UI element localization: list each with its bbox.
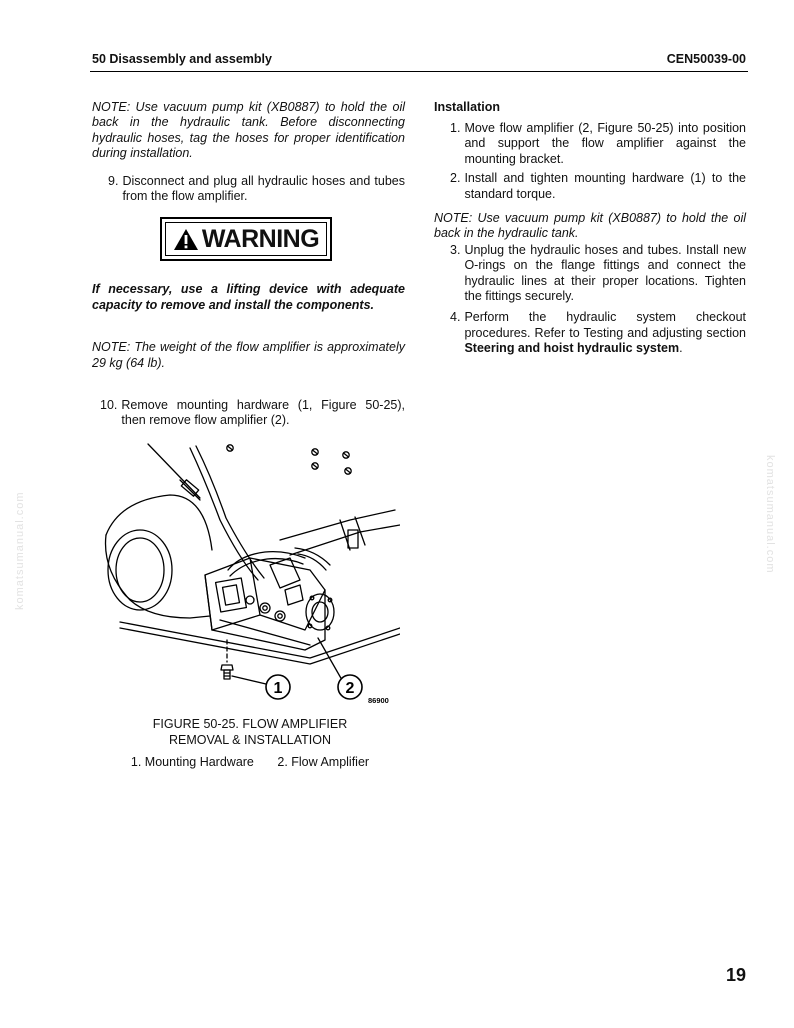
right-column	[434, 100, 746, 357]
note-vacuum-pump: NOTE: Use vacuum pump kit (XB0887) to hold the oil back in the hydraulic tank. Before disconnecting hydraulic hoses, tag the hoses for proper identification during installation.	[92, 100, 405, 161]
step-text-plain: Perform the hydraulic system checkout procedures. Refer to Testing and adjusting section	[464, 310, 746, 340]
left-column	[92, 100, 405, 429]
svg-text:1: 1	[273, 680, 283, 697]
watermark-left: komatsumanual.com	[14, 491, 26, 610]
step-text: Install and tighten mounting hardware (1) to the standard torque.	[464, 171, 746, 201]
legend-item-mounting-hardware: 1. Mounting Hardware	[130, 755, 254, 769]
step-10	[100, 398, 405, 429]
figure-image-number: 86900	[368, 696, 389, 705]
warning-inner	[165, 222, 327, 256]
install-step-1	[450, 121, 746, 167]
installation-heading: Installation	[434, 100, 500, 114]
install-step-4	[450, 310, 746, 356]
section-title: 50 Disassembly and assembly	[92, 52, 272, 66]
warning-message: If necessary, use a lifting device with adequate capacity to remove and install the components.	[92, 282, 405, 312]
step-number: 10.	[100, 398, 118, 413]
install-note-vacuum-pump: NOTE: Use vacuum pump kit (XB0887) to hold the oil back in the hydraulic tank.	[434, 211, 746, 241]
warning-triangle-icon	[173, 228, 199, 251]
warning-box	[160, 217, 332, 261]
step-number: 4.	[450, 310, 461, 325]
step-text: Remove mounting hardware (1, Figure 50-25), then remove flow amplifier (2).	[121, 398, 405, 428]
step-text: Move flow amplifier (2, Figure 50-25) into position and support the flow amplifier against the mounting bracket.	[464, 121, 746, 166]
warning-label: WARNING	[201, 224, 320, 253]
note-weight: NOTE: The weight of the flow amplifier is approximately 29 kg (64 lb).	[92, 340, 405, 370]
step-text: Unplug the hydraulic hoses and tubes. Install new O-rings on the flange fittings and connect the hydraulic lines at their proper locations. Tighten the fittings securely.	[464, 242, 746, 304]
page-number: 19	[725, 965, 746, 985]
step-text-end: .	[679, 341, 683, 356]
step-9	[108, 174, 405, 205]
figure-caption-line-2: REMOVAL & INSTALLATION	[168, 733, 332, 747]
figure-legend	[100, 755, 400, 769]
callout-2	[338, 675, 362, 699]
install-step-3	[450, 243, 746, 305]
step-number: 3.	[450, 242, 461, 257]
step-number: 1.	[450, 121, 461, 135]
legend-item-flow-amplifier: 2. Flow Amplifier	[277, 755, 370, 769]
watermark-right: komatsumanual.com	[764, 455, 776, 574]
step-text	[464, 310, 746, 356]
callout-1	[266, 675, 290, 699]
figure-caption	[100, 716, 400, 748]
flow-amplifier-illustration	[100, 440, 400, 710]
step-text: Disconnect and plug all hydraulic hoses and tubes from the flow amplifier.	[122, 173, 405, 204]
figure-caption-line-1: FIGURE 50-25. FLOW AMPLIFIER	[152, 717, 348, 731]
svg-text:2: 2	[345, 680, 355, 697]
step-text-reference: Steering and hoist hydraulic system	[464, 341, 680, 356]
document-code: CEN50039-00	[666, 52, 746, 66]
install-step-2	[450, 171, 746, 202]
header-divider	[90, 71, 748, 72]
step-number: 2.	[450, 171, 461, 186]
step-number: 9.	[108, 173, 119, 188]
